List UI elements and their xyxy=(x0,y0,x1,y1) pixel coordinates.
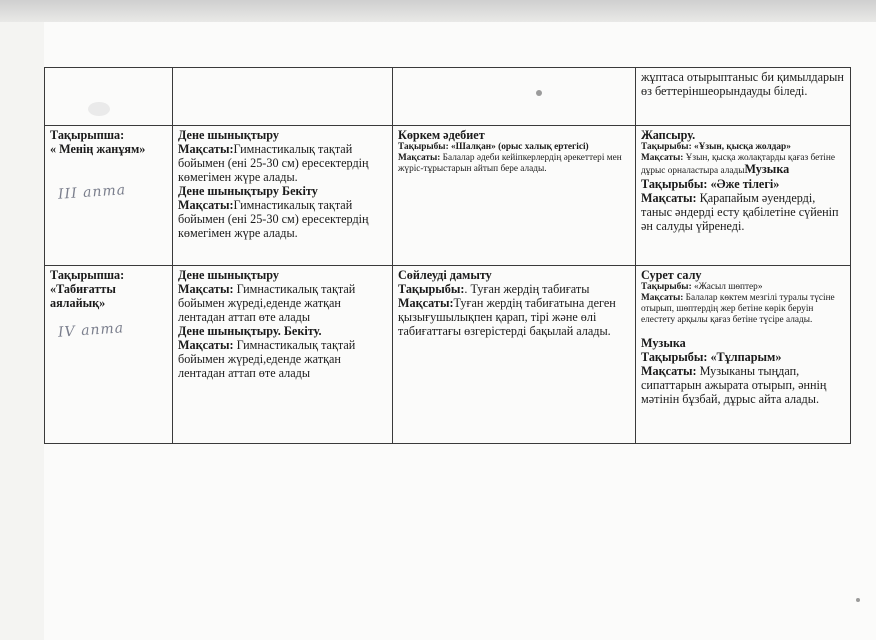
activity-heading: Сөйлеуді дамыту xyxy=(398,268,492,282)
activity-line xyxy=(398,282,630,296)
lesson-plan-table xyxy=(44,67,851,444)
activity-cell xyxy=(636,68,851,126)
activity-line xyxy=(178,142,387,184)
activity-heading: Сурет салу xyxy=(641,268,702,282)
theme-label: Тақырыпша: «Табиғатты аялайық» xyxy=(50,268,125,310)
activity-cell xyxy=(393,68,636,126)
field-label: Мақсаты: xyxy=(178,198,234,212)
field-label: Мақсаты: xyxy=(178,338,234,352)
activity-line xyxy=(178,128,387,142)
handwritten-week-note: IV апта xyxy=(57,320,125,341)
scan-top-band xyxy=(0,0,876,22)
field-text: . Туған жердің табиғаты xyxy=(464,282,590,296)
field-label: Мақсаты: xyxy=(641,364,697,378)
activity-heading: Дене шынықтыру xyxy=(178,128,279,142)
field-text: Балалар көктем мезгілі туралы түсіне отырып, шөптердің жер бетіне көрік беруін елестету арқылы қағаз бетіне түсіре алады. xyxy=(641,293,835,325)
activity-line xyxy=(641,336,845,350)
activity-line xyxy=(641,153,845,177)
field-text: «Жасыл шөптер» xyxy=(691,282,763,292)
theme-cell xyxy=(45,68,173,126)
table-row xyxy=(45,68,851,126)
activity-line xyxy=(398,142,630,153)
field-label: Мақсаты: xyxy=(178,142,234,156)
activity-line xyxy=(641,128,845,142)
activity-cell xyxy=(636,266,851,444)
field-label: Мақсаты: xyxy=(641,191,697,205)
paragraph-gap xyxy=(641,326,845,336)
activity-heading: Дене шынықтыру xyxy=(178,268,279,282)
activity-heading: Тақырыбы: «Ұзын, қысқа жолдар» xyxy=(641,142,791,152)
table-row xyxy=(45,266,851,444)
activity-heading: Жапсыру. xyxy=(641,128,696,142)
activity-heading: Музыка xyxy=(744,162,790,176)
theme-cell xyxy=(45,266,173,444)
activity-line xyxy=(641,282,845,293)
field-text: Гимнастикалық тақтай бойымен (ені 25-30 см) ересектердің көмегімен жүре алады. xyxy=(178,142,369,184)
field-label: Мақсаты: xyxy=(178,282,234,296)
activity-line xyxy=(178,324,387,338)
activity-line xyxy=(178,282,387,324)
activity-line xyxy=(398,128,630,142)
field-text: Қарапайым әуендерді, таныс әндерді есту қабілетіне сүйеніп ән салуды үйренеді. xyxy=(641,191,839,233)
activity-line xyxy=(398,268,630,282)
activity-heading: Дене шынықтыру. Бекіту. xyxy=(178,324,322,338)
activity-line xyxy=(398,296,630,338)
activity-cell xyxy=(173,266,393,444)
theme-cell xyxy=(45,126,173,266)
activity-line xyxy=(398,153,630,175)
field-text: Ұзын, қысқа жолақтарды қағаз бетіне дұрыс орналастыра алады xyxy=(641,153,835,176)
field-text: Балалар әдеби кейіпкерлердің әрекеттері мен жүріс-тұрыстарын айтып бере алады. xyxy=(398,153,622,174)
activity-heading: Тақырыбы: «Әже тілегі» xyxy=(641,177,780,191)
field-text: Музыканы тыңдап, сипаттарын ажырата отырып, әннің мәтінін бұзбай, дұрыс айта алады. xyxy=(641,364,827,406)
activity-line xyxy=(178,184,387,198)
field-text: Туған жердің табиғатына деген қызығушылықпен қарап, тірі және өлі табиғаттағы өзгерістерді бақылай алады. xyxy=(398,296,616,338)
activity-heading: Музыка xyxy=(641,336,686,350)
activity-heading: Дене шынықтыру Бекіту xyxy=(178,184,318,198)
field-label: Тақырыбы: xyxy=(641,282,692,292)
activity-line xyxy=(641,70,845,98)
activity-line xyxy=(641,191,845,233)
activity-heading: Көркем әдебиет xyxy=(398,128,485,142)
activity-line xyxy=(178,338,387,380)
paper-smudge xyxy=(856,598,860,602)
activity-line xyxy=(641,268,845,282)
activity-cell xyxy=(393,266,636,444)
theme-label: Тақырыпша: « Менің жанұям» xyxy=(50,128,146,156)
activity-line xyxy=(641,364,845,406)
activity-line xyxy=(178,268,387,282)
activity-heading: Тақырыбы: «Тұлпарым» xyxy=(641,350,782,364)
handwritten-week-note: III апта xyxy=(57,182,127,203)
field-text: Гимнастикалық тақтай бойымен (ені 25-30 см) ересектердің көмегімен жүре алады. xyxy=(178,198,369,240)
field-text: жұптаса отырыптаныс би қимылдарын өз беттерiншеорындауды бiледi. xyxy=(641,70,844,98)
field-label: Мақсаты: xyxy=(398,296,454,310)
field-label: Тақырыбы: xyxy=(398,282,465,296)
activity-line xyxy=(641,350,845,364)
field-text: Гимнастикалық тақтай бойымен жүреді,еденде жатқан лентадан аттап өте алады xyxy=(178,338,356,380)
activity-heading: Тақырыбы: «Шалқан» (орыс халық ертегісі) xyxy=(398,142,589,152)
activity-line xyxy=(641,142,845,153)
activity-cell xyxy=(173,68,393,126)
activity-line xyxy=(641,177,845,191)
activity-cell xyxy=(393,126,636,266)
activity-line xyxy=(178,198,387,240)
field-label: Мақсаты: xyxy=(398,153,441,163)
field-label: Мақсаты: xyxy=(641,153,684,163)
field-text: Гимнастикалық тақтай бойымен жүреді,еденде жатқан лентадан аттап өте алады xyxy=(178,282,356,324)
field-label: Мақсаты: xyxy=(641,293,684,303)
activity-cell xyxy=(636,126,851,266)
activity-cell xyxy=(173,126,393,266)
table-row xyxy=(45,126,851,266)
activity-line xyxy=(641,293,845,326)
